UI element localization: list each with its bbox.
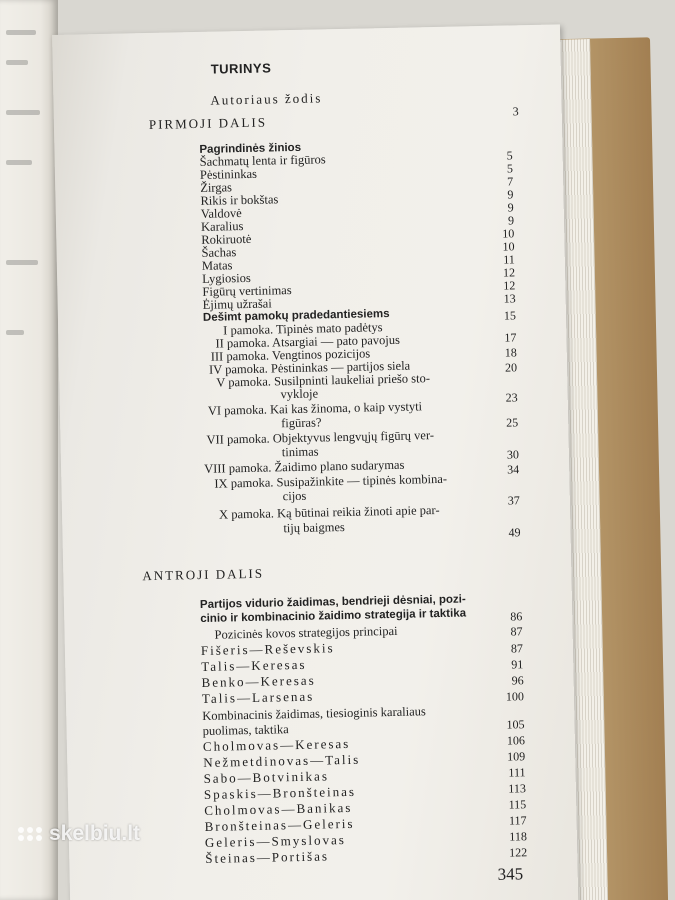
toc-entry-text: Šachas — [201, 245, 237, 260]
toc-entry-text: Lygiosios — [201, 270, 251, 286]
toc-entry-page: 10 — [502, 226, 515, 241]
toc-entry-text: Rokiruotė — [201, 231, 252, 247]
toc-entry-page: 9 — [507, 200, 514, 215]
toc-entry-text: Autoriaus žodis — [210, 90, 323, 108]
toc-entry-text: Cholmovas—Banikas — [204, 799, 353, 818]
toc-entry-text: IV pamoka. Pėstininkas — partijos siela — [208, 358, 411, 377]
page-number: 345 — [497, 864, 524, 884]
toc-entry-page: 10 — [502, 239, 515, 254]
toc-entry-text: Šachmatų lenta ir figūros — [199, 152, 326, 169]
toc-entry-text: Karalius — [200, 219, 244, 234]
toc-entry-text: tijų baigmes — [283, 519, 345, 536]
toc-entry-page: 105 — [506, 717, 525, 732]
toc-entry-page: 7 — [507, 174, 514, 189]
part-heading: ANTROJI DALIS — [142, 565, 265, 584]
toc-entry-text: Valdovė — [200, 206, 242, 221]
toc-entry-page: 96 — [511, 673, 524, 688]
bleed-through-text — [6, 30, 36, 35]
toc-entry-page: 37 — [507, 493, 520, 508]
toc-entry-text: Žirgas — [200, 180, 233, 195]
toc-entry-text: Kombinacinis žaidimas, tiesioginis karaliaus — [202, 704, 426, 724]
toc-entry-page: 20 — [504, 360, 518, 375]
watermark-logo-icon — [18, 827, 43, 841]
contents-page — [52, 24, 578, 900]
bleed-through-text — [6, 160, 32, 165]
toc-entry-text: figūras? — [281, 415, 322, 431]
toc-entry-text: Figūrų vertinimas — [202, 283, 292, 299]
toc-entry-text: Rikis ir bokštas — [200, 192, 279, 208]
page-title: TURINYS — [210, 60, 272, 77]
toc-entry-text: Cholmovas—Keresas — [202, 735, 351, 754]
bleed-through-text — [6, 110, 40, 115]
toc-entry-page: 15 — [503, 308, 517, 323]
toc-entry-text: Fišeris—Reševskis — [200, 640, 335, 659]
toc-entry-text: VI pamoka. Kai kas žinoma, o kaip vystyti — [207, 399, 423, 418]
toc-entry-text: VII pamoka. Objektyvus lengvųjų figūrų ver- — [206, 428, 435, 447]
section-heading: Partijos vidurio žaidimas, bendrieji dėsniai, pozi- — [199, 593, 466, 612]
toc-entry-text: I pamoka. Tipinės mato padėtys — [223, 320, 383, 338]
toc-entry-page: 87 — [510, 641, 524, 656]
toc-entry-text: III pamoka. Vengtinos pozicijos — [210, 346, 371, 364]
toc-entry-text: vykloje — [280, 386, 319, 402]
toc-entry-text: Matas — [201, 258, 233, 273]
toc-entry-page: 30 — [506, 447, 520, 462]
toc-entry-page: 5 — [506, 161, 514, 176]
toc-entry-text: X pamoka. Ką būtinai reikia žinoti apie par- — [218, 502, 440, 522]
toc-entry-text: IX pamoka. Susipažinkite — tipinės kombina- — [214, 471, 448, 491]
watermark — [18, 822, 140, 846]
toc-entry-page: 86 — [510, 609, 523, 624]
toc-entry-text: Bronšteinas—Geleris — [204, 815, 355, 834]
toc-entry-page: 111 — [508, 765, 526, 780]
toc-entry-page: 11 — [503, 252, 515, 267]
bleed-through-text — [6, 330, 24, 335]
toc-entry-page: 122 — [509, 845, 528, 860]
toc-entry-page: 117 — [508, 813, 527, 828]
toc-entry-text: Šteinas—Portišas — [205, 848, 330, 866]
section-heading: Pagrindinės žinios — [199, 141, 302, 156]
toc-entry-text: puolimas, taktika — [202, 722, 289, 738]
toc-entry-page: 18 — [504, 345, 517, 360]
toc-entry-text: tinimas — [281, 444, 319, 460]
left-page — [0, 0, 58, 900]
toc-entry-page: 13 — [503, 291, 516, 306]
toc-entry-page: 49 — [508, 525, 521, 540]
toc-entry-text: Benko—Keresas — [201, 672, 316, 691]
toc-entry-page: 5 — [506, 148, 513, 163]
toc-entry-page: 3 — [512, 104, 519, 119]
bleed-through-text — [6, 60, 28, 65]
watermark-text: skelbiu.lt — [49, 822, 141, 845]
toc-entry-text: Pozicinės kovos strategijos principai — [214, 623, 398, 642]
toc-entry-text: Talis—Keresas — [201, 656, 307, 675]
toc-entry-text: cijos — [282, 488, 307, 504]
toc-entry-page: 9 — [507, 213, 515, 228]
section-heading: cinio ir kombinacinio žaidimo strategija ir taktika — [200, 607, 467, 626]
part-heading: PIRMOJI DALIS — [148, 114, 268, 132]
toc-entry-text: Talis—Larsenas — [201, 688, 315, 707]
toc-entry-page: 9 — [507, 187, 514, 202]
toc-entry-page: 115 — [508, 797, 527, 812]
toc-entry-page: 12 — [503, 278, 516, 293]
toc-entry-page: 87 — [510, 624, 523, 639]
toc-entry-page: 25 — [506, 415, 519, 430]
toc-entry-text: VIII pamoka. Žaidimo plano sudarymas — [203, 457, 405, 476]
toc-entry-text: Sabo—Botvinikas — [203, 768, 330, 786]
toc-entry-text: V pamoka. Susilpninti laukeliai priešo sto- — [216, 371, 431, 390]
toc-entry-page: 91 — [511, 657, 524, 672]
section-heading: Dešimt pamokų pradedantiesiems — [202, 307, 390, 324]
bleed-through-text — [6, 260, 38, 265]
toc-entry-text: Ėjimų užrašai — [202, 296, 272, 312]
toc-entry-page: 17 — [504, 330, 517, 345]
toc-entry-page: 118 — [509, 829, 528, 844]
toc-entry-page: 100 — [505, 689, 525, 704]
toc-entry-page: 34 — [507, 462, 520, 477]
toc-entry-text: Geleris—Smyslovas — [204, 832, 346, 850]
toc-entry-page: 109 — [507, 749, 526, 764]
toc-entry-text: Spaskis—Bronšteinas — [203, 783, 357, 802]
toc-entry-page: 12 — [502, 265, 516, 280]
toc-entry-page: 106 — [506, 733, 526, 748]
toc-entry-page: 113 — [508, 781, 527, 796]
toc-entry-text: Pėstininkas — [199, 166, 258, 182]
toc-entry-text: II pamoka. Atsargiai — pato pavojus — [215, 332, 401, 351]
toc-entry-page: 23 — [505, 390, 518, 405]
toc-entry-text: Nežmetdinovas—Talis — [203, 751, 361, 770]
